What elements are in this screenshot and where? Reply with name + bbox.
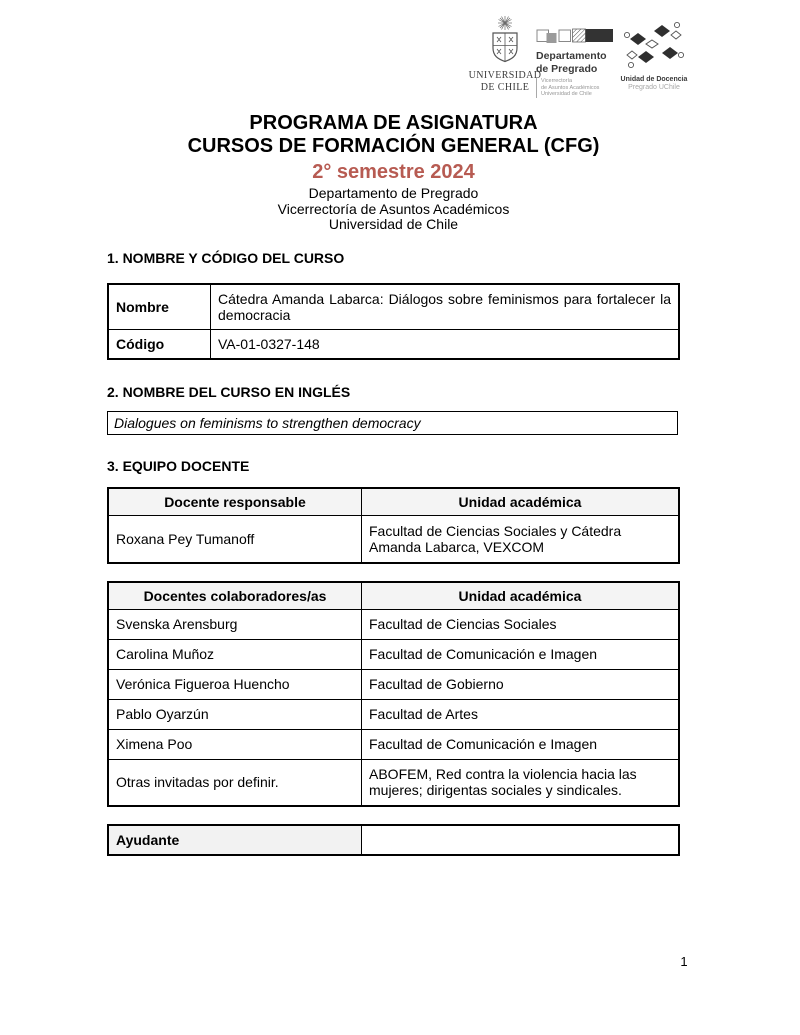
section2-heading: 2. NOMBRE DEL CURSO EN INGLÉS [107,383,351,400]
responsible-name: Roxana Pey Tumanoff [108,515,362,563]
pregrado-logo [536,27,616,98]
collaborator-unit: Facultad de Ciencias Sociales [362,609,680,639]
header-logos [0,0,800,100]
table-header-row [108,488,679,516]
collaborator-name: Ximena Poo [108,729,362,759]
pregrado-logo-subtext-line3: Universidad de Chile [541,91,592,97]
collaborator-name: Pablo Oyarzún [108,699,362,729]
collaborator-unit: Facultad de Artes [362,699,680,729]
table-row [108,329,679,359]
table-row [108,609,679,639]
subtitle-line1: Departamento de Pregrado [308,185,479,201]
docencia-logo-text-line2: Pregrado UChile [628,84,680,91]
semester-subtitle: 2° semestre 2024 [312,161,475,183]
responsible-header-col1: Docente responsable [108,488,362,516]
collaborator-unit: Facultad de Comunicación e Imagen [362,729,680,759]
table-row [108,639,679,669]
table-row [108,515,679,563]
docencia-pinwheel-icon [617,20,691,70]
table-row [108,729,679,759]
course-name-label: Nombre [108,284,211,330]
section3-heading: 3. EQUIPO DOCENTE [107,457,250,474]
course-name-value: Cátedra Amanda Labarca: Diálogos sobre feminismos para fortalecer la democracia [211,284,680,330]
pregrado-logo-title-line1: Departamento [536,50,607,62]
docencia-logo-text-line1: Unidad de Docencia [620,76,688,83]
pregrado-logo-subtext [536,78,616,98]
responsible-header-col2: Unidad académica [362,488,680,516]
english-course-name: Dialogues on feminisms to strengthen democracy [107,411,678,435]
course-name-code-table [107,283,680,360]
page-number: 1 [680,954,688,969]
collaborator-unit: Facultad de Gobierno [362,669,680,699]
collaborators-table [107,581,680,807]
pregrado-logo-title-line2: de Pregrado [536,63,598,75]
course-code-label: Código [108,329,211,359]
uchile-logo-text-line2: DE CHILE [480,82,530,93]
subtitle-line3: Universidad de Chile [328,216,459,232]
collaborator-name: Verónica Figueroa Huencho [108,669,362,699]
collaborator-unit: ABOFEM, Red contra la violencia hacia las mujeres; dirigentas sociales y sindicales. [362,759,680,806]
document-title-line1: PROGRAMA DE ASIGNATURA [249,112,538,134]
assistant-value [362,825,680,855]
table-row [108,669,679,699]
pregrado-logo-subtext-line1: Vicerrectoría [541,78,573,84]
document-title [107,112,680,158]
table-row [108,759,679,806]
collaborator-name: Otras invitadas por definir. [108,759,362,806]
uchile-logo-text-line1: UNIVERSIDAD [468,70,542,81]
table-header-row [108,582,679,610]
assistant-label: Ayudante [108,825,362,855]
section1-heading: 1. NOMBRE Y CÓDIGO DEL CURSO [107,249,345,266]
pregrado-logo-subtext-line2: de Asuntos Académicos [541,84,600,91]
collaborator-name: Svenska Arensburg [108,609,362,639]
document-title-line2: CURSOS DE FORMACIÓN GENERAL (CFG) [187,135,600,157]
collaborators-header-col1: Docentes colaboradores/as [108,582,362,610]
title-subtitle-block [107,186,680,233]
table-row [108,699,679,729]
responsible-unit: Facultad de Ciencias Sociales y Cátedra Amanda Labarca, VEXCOM [362,515,680,563]
assistant-table [107,824,680,856]
docencia-logo [617,20,691,92]
table-row [108,284,679,330]
course-code-value: VA-01-0327-148 [211,329,680,359]
responsible-teacher-table [107,487,680,564]
pregrado-squares-icon [536,27,614,44]
table-row [108,825,679,855]
collaborators-header-col2: Unidad académica [362,582,680,610]
collaborator-name: Carolina Muñoz [108,639,362,669]
subtitle-line2: Vicerrectoría de Asuntos Académicos [277,200,510,217]
collaborator-unit: Facultad de Comunicación e Imagen [362,639,680,669]
document-content [107,112,680,856]
